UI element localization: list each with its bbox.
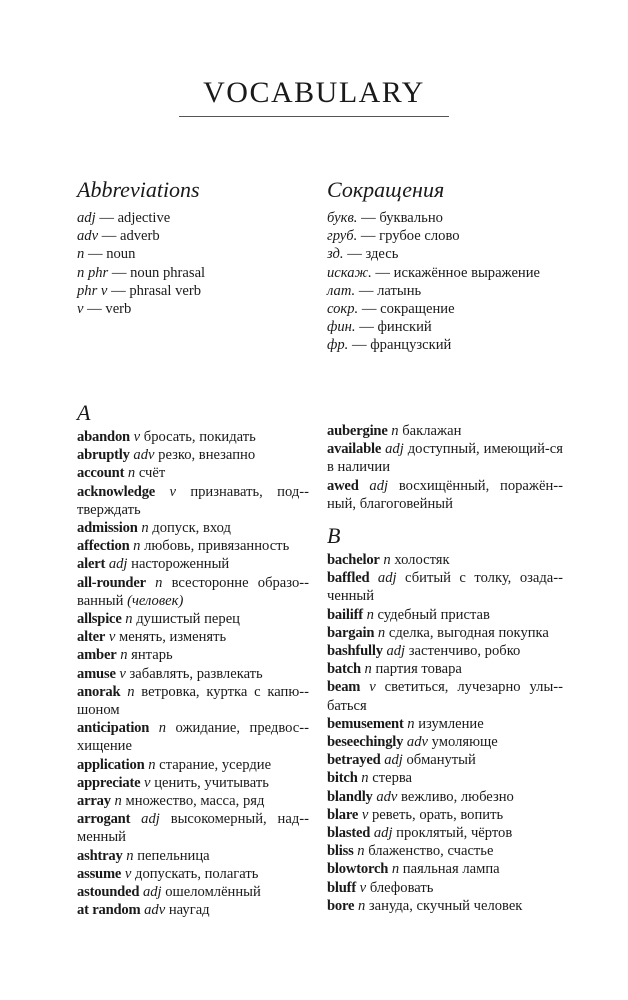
- abbreviation-dash: —: [360, 228, 376, 245]
- vocabulary-column-right: [327, 422, 563, 915]
- entry-translation: всесторонне образо-ванный: [77, 574, 309, 609]
- entry-translation: множество, масса, ряд: [125, 793, 265, 810]
- entry-headword: batch: [327, 661, 361, 678]
- entry-part-of-speech: n: [158, 720, 167, 737]
- entry-headword: at random: [77, 902, 141, 919]
- entry-translation: признавать, под-тверждать: [77, 483, 309, 518]
- abbreviation-item: [77, 264, 309, 282]
- abbreviation-term: сокр.: [327, 301, 359, 318]
- letter-heading-a: A: [77, 400, 91, 425]
- vocab-entry: [77, 446, 309, 464]
- abbreviation-meaning: грубое слово: [379, 228, 460, 245]
- abbreviation-dash: —: [361, 301, 377, 318]
- vocab-entry: [327, 824, 563, 842]
- entry-headword: baffled: [327, 570, 370, 587]
- entry-translation: ценить, учитывать: [154, 774, 269, 791]
- vocab-entry: [77, 628, 309, 646]
- entry-part-of-speech: adj: [369, 477, 389, 494]
- entry-part-of-speech: n: [125, 611, 133, 628]
- vocab-entry: [327, 788, 563, 806]
- vocab-entry: [77, 683, 309, 719]
- entry-part-of-speech: n: [366, 606, 374, 623]
- entry-headword: alter: [77, 629, 106, 646]
- abbreviations-list: [77, 209, 309, 318]
- entry-translation: забавлять, развлекать: [129, 665, 263, 682]
- entry-translation: зануда, скучный человек: [368, 897, 523, 914]
- abbreviation-term: лат.: [327, 282, 356, 299]
- entry-headword: bailiff: [327, 606, 363, 623]
- abbreviation-dash: —: [361, 210, 376, 226]
- abbreviation-term: искаж.: [327, 264, 372, 281]
- entry-part-of-speech: v: [369, 679, 376, 696]
- entry-headword: abruptly: [77, 447, 130, 464]
- entry-headword: aubergine: [327, 423, 388, 439]
- abbreviation-meaning: здесь: [365, 246, 399, 263]
- entry-part-of-speech: n: [391, 423, 399, 439]
- abbreviation-meaning: латынь: [377, 282, 422, 299]
- vocab-entry: [77, 428, 309, 446]
- entry-part-of-speech: n: [126, 847, 134, 864]
- entry-headword: assume: [77, 865, 122, 882]
- entry-translation: резко, внезапно: [158, 447, 256, 464]
- abbreviation-item: [77, 245, 309, 263]
- vocab-entry: [77, 537, 309, 555]
- entry-headword: blasted: [327, 825, 371, 842]
- abbreviation-meaning: noun: [106, 246, 136, 263]
- vocab-entry: [77, 574, 309, 610]
- entry-headword: blandly: [327, 788, 373, 805]
- entry-part-of-speech: v: [124, 865, 132, 882]
- entry-headword: acknowledge: [77, 483, 156, 500]
- vocab-entry: [327, 751, 563, 769]
- vocab-entry: [77, 719, 309, 755]
- letter-heading-b: B: [327, 523, 341, 549]
- vocab-entry: [327, 678, 563, 714]
- entry-headword: anorak: [77, 683, 121, 700]
- entry-part-of-speech: adv: [406, 734, 428, 751]
- entry-headword: bore: [327, 897, 355, 914]
- entry-translation: пепельница: [137, 847, 210, 864]
- vocab-entry: [327, 879, 563, 897]
- entry-translation: допуск, вход: [152, 520, 231, 537]
- abbreviation-meaning: adverb: [119, 228, 160, 245]
- entry-translation: счёт: [138, 465, 166, 482]
- vocab-entry: [327, 806, 563, 824]
- entry-headword: application: [77, 756, 145, 773]
- entry-part-of-speech: adj: [142, 884, 162, 901]
- entry-part-of-speech: n: [120, 647, 128, 664]
- entry-headword: alert: [77, 556, 106, 573]
- entry-headword: bashfully: [327, 643, 383, 660]
- entry-part-of-speech: v: [359, 879, 367, 896]
- abbreviation-dash: —: [358, 282, 374, 299]
- abbreviation-term: adj: [77, 210, 96, 226]
- entry-part-of-speech: n: [141, 520, 149, 537]
- abbreviation-term: n phr: [77, 264, 109, 281]
- entry-headword: ashtray: [77, 847, 123, 864]
- sokrashcheniya-section: [327, 177, 563, 355]
- abbreviation-term: зд.: [327, 246, 344, 263]
- entry-part-of-speech: n: [361, 770, 369, 787]
- entry-translation: доступный, имеющий-ся в наличии: [327, 441, 563, 476]
- abbreviation-term: груб.: [327, 228, 358, 245]
- entry-part-of-speech: n: [114, 793, 122, 810]
- entry-headword: all-rounder: [77, 574, 146, 591]
- abbreviation-term: phr v: [77, 282, 108, 299]
- abbreviation-dash: —: [111, 264, 127, 281]
- sokrashcheniya-heading: Сокращения: [327, 177, 445, 202]
- entry-translation: наугад: [168, 902, 210, 919]
- entry-translation: ожидание, предвос-хищение: [77, 720, 309, 755]
- abbreviation-item: [77, 282, 309, 300]
- vocab-entry: [77, 646, 309, 664]
- entry-translation: сбитый с толку, озада-ченный: [327, 570, 563, 605]
- entry-part-of-speech: adj: [141, 811, 160, 828]
- abbreviation-item: [327, 318, 563, 336]
- entry-headword: admission: [77, 520, 138, 537]
- vocab-entry: [77, 555, 309, 573]
- abbreviation-meaning: искажённое выражение: [393, 264, 541, 281]
- entry-part-of-speech: v: [133, 429, 141, 445]
- entry-headword: blowtorch: [327, 861, 389, 878]
- abbreviation-dash: —: [101, 228, 117, 245]
- entry-translation: проклятый, чёртов: [396, 825, 513, 842]
- entry-part-of-speech: n: [377, 624, 386, 641]
- vocab-entry: [77, 464, 309, 482]
- entry-part-of-speech: adj: [108, 556, 128, 573]
- entry-translation: судебный пристав: [377, 606, 490, 623]
- entry-part-of-speech: adv: [144, 902, 166, 919]
- entry-translation: настороженный: [131, 556, 230, 573]
- entry-translation: бросать, покидать: [143, 429, 256, 445]
- vocab-entry: [77, 901, 309, 919]
- entry-translation: высокомерный, над-менный: [77, 811, 309, 846]
- vocab-entry: [77, 810, 309, 846]
- vocab-entry: [327, 569, 563, 605]
- abbreviation-dash: —: [111, 282, 126, 299]
- entry-headword: array: [77, 793, 111, 810]
- entry-part-of-speech: adv: [133, 447, 155, 464]
- entry-part-of-speech: n: [391, 861, 400, 878]
- abbreviation-dash: —: [351, 337, 367, 354]
- entry-part-of-speech: n: [364, 661, 372, 678]
- entry-part-of-speech: v: [361, 806, 369, 823]
- entry-translation: менять, изменять: [118, 629, 227, 646]
- entry-note: (человек): [127, 592, 184, 609]
- abbreviation-dash: —: [99, 210, 114, 226]
- abbreviations-section: [77, 177, 309, 318]
- entry-translation: ветровка, куртка с капю-шоном: [77, 683, 309, 719]
- abbreviation-meaning: буквально: [379, 210, 443, 226]
- entry-part-of-speech: adj: [386, 643, 406, 660]
- vocab-entry: [77, 883, 309, 901]
- entry-headword: arrogant: [77, 811, 131, 828]
- entry-translation: старание, усердие: [159, 756, 272, 773]
- abbreviations-heading: Abbreviations: [77, 177, 200, 202]
- entry-headword: appreciate: [77, 774, 141, 791]
- entry-part-of-speech: v: [119, 665, 126, 682]
- abbreviation-meaning: финский: [377, 319, 432, 336]
- vocab-entry: [327, 842, 563, 860]
- entry-part-of-speech: adj: [384, 752, 403, 769]
- entry-translation: паяльная лампа: [402, 861, 500, 878]
- entry-part-of-speech: n: [155, 574, 163, 591]
- entry-headword: bluff: [327, 879, 357, 896]
- entry-part-of-speech: n: [133, 538, 141, 555]
- page-title: VOCABULARY: [203, 76, 425, 109]
- vocab-entry: [77, 792, 309, 810]
- abbreviation-meaning: verb: [105, 301, 132, 318]
- abbreviation-item: [327, 300, 563, 318]
- vocab-entry: [77, 774, 309, 792]
- vocab-entry: [327, 440, 563, 476]
- entry-part-of-speech: v: [169, 483, 176, 500]
- entry-headword: allspice: [77, 611, 122, 628]
- abbreviation-item: [327, 264, 563, 282]
- entry-translation: допускать, полагать: [135, 865, 259, 882]
- entry-part-of-speech: v: [108, 629, 116, 646]
- abbreviation-item: [327, 336, 563, 354]
- entry-translation: блаженство, счастье: [368, 843, 494, 860]
- vocab-entry: [327, 733, 563, 751]
- entry-headword: amber: [77, 647, 117, 664]
- entry-part-of-speech: n: [127, 683, 135, 700]
- vocab-entry: [77, 483, 309, 519]
- vocab-entry: [327, 660, 563, 678]
- entry-translation: любовь, привязанность: [144, 538, 290, 555]
- entry-part-of-speech: adv: [376, 788, 398, 805]
- entries-list-a-continued: [327, 422, 563, 513]
- entry-translation: блефовать: [369, 879, 434, 896]
- vocab-entry: [327, 715, 563, 733]
- vocab-entry: [77, 847, 309, 865]
- entry-headword: bliss: [327, 843, 354, 860]
- vocab-entry: [327, 642, 563, 660]
- abbreviation-item: [327, 227, 563, 245]
- abbreviation-term: n: [77, 246, 85, 263]
- sokrashcheniya-list: [327, 209, 563, 355]
- entry-translation: баклажан: [402, 423, 462, 439]
- entry-headword: bachelor: [327, 552, 380, 569]
- entries-list-b: [327, 551, 563, 915]
- abbreviation-term: фр.: [327, 337, 349, 354]
- abbreviation-meaning: сокращение: [380, 301, 455, 318]
- entry-headword: betrayed: [327, 752, 381, 769]
- entry-translation: светиться, лучезарно улы-баться: [327, 679, 563, 714]
- vocab-entry: [77, 756, 309, 774]
- entry-translation: душистый перец: [136, 611, 240, 628]
- vocabulary-column-left: [77, 400, 309, 919]
- vocab-entry: [77, 665, 309, 683]
- abbreviation-dash: —: [347, 246, 362, 263]
- vocab-entry: [327, 606, 563, 624]
- entry-translation: янтарь: [131, 647, 173, 664]
- entry-part-of-speech: n: [127, 465, 136, 482]
- entry-headword: awed: [327, 477, 359, 494]
- vocab-entry: [77, 519, 309, 537]
- entry-translation: восхищённый, поражён-ный, благоговейный: [327, 477, 564, 512]
- abbreviation-item: [77, 300, 309, 318]
- entry-part-of-speech: n: [148, 756, 156, 773]
- entry-headword: blare: [327, 806, 359, 823]
- entry-translation: сделка, выгодная покупка: [388, 624, 549, 641]
- abbreviation-meaning: французский: [370, 337, 452, 354]
- entry-part-of-speech: adj: [377, 570, 397, 587]
- abbreviation-meaning: phrasal verb: [129, 282, 202, 299]
- abbreviation-term: букв.: [327, 210, 358, 226]
- vocab-entry: [77, 865, 309, 883]
- title-divider: [179, 116, 449, 117]
- entry-part-of-speech: n: [407, 715, 415, 732]
- entry-translation: стерва: [372, 770, 413, 787]
- entry-headword: astounded: [77, 884, 140, 901]
- entry-part-of-speech: adj: [385, 441, 404, 458]
- abbreviation-item: [327, 209, 563, 227]
- entry-part-of-speech: n: [357, 843, 365, 860]
- abbreviation-item: [77, 227, 309, 245]
- abbreviation-item: [77, 209, 309, 227]
- abbreviation-term: фин.: [327, 319, 356, 336]
- abbreviation-meaning: adjective: [117, 210, 171, 226]
- entry-translation: изумление: [418, 715, 484, 732]
- abbreviation-term: v: [77, 301, 84, 318]
- entry-part-of-speech: n: [357, 897, 366, 914]
- entry-headword: abandon: [77, 429, 130, 445]
- entry-translation: ошеломлённый: [165, 884, 261, 901]
- vocab-entry: [77, 610, 309, 628]
- entries-list-a: [77, 428, 309, 919]
- entry-headword: bargain: [327, 624, 375, 641]
- entry-part-of-speech: n: [383, 552, 391, 569]
- vocab-entry: [327, 551, 563, 569]
- entry-headword: beam: [327, 679, 361, 696]
- abbreviation-dash: —: [375, 264, 391, 281]
- entry-translation: обманутый: [406, 752, 476, 769]
- abbreviation-dash: —: [87, 301, 102, 318]
- entry-headword: bitch: [327, 770, 358, 787]
- vocab-entry: [327, 422, 563, 440]
- entry-translation: вежливо, любезно: [401, 788, 514, 805]
- entry-translation: холостяк: [394, 552, 450, 569]
- entry-headword: available: [327, 441, 382, 458]
- entry-headword: account: [77, 465, 125, 482]
- abbreviation-meaning: noun phrasal: [130, 264, 206, 281]
- entry-translation: реветь, орать, вопить: [371, 806, 504, 823]
- entry-translation: партия товара: [375, 661, 462, 678]
- entry-headword: bemusement: [327, 715, 404, 732]
- abbreviation-term: adv: [77, 228, 99, 245]
- abbreviation-item: [327, 282, 563, 300]
- vocab-entry: [327, 897, 563, 915]
- entry-headword: beseechingly: [327, 734, 404, 751]
- abbreviation-dash: —: [87, 246, 103, 263]
- abbreviation-item: [327, 245, 563, 263]
- entry-part-of-speech: v: [144, 774, 151, 791]
- abbreviation-dash: —: [359, 319, 374, 336]
- vocab-entry: [327, 860, 563, 878]
- entry-headword: anticipation: [77, 720, 150, 737]
- entry-part-of-speech: adj: [373, 825, 393, 842]
- entry-translation: застенчиво, робко: [408, 643, 521, 660]
- vocab-entry: [327, 769, 563, 787]
- vocab-entry: [327, 624, 563, 642]
- entry-headword: amuse: [77, 665, 116, 682]
- vocab-entry: [327, 477, 563, 513]
- entry-headword: affection: [77, 538, 130, 555]
- entry-translation: умоляюще: [431, 734, 498, 751]
